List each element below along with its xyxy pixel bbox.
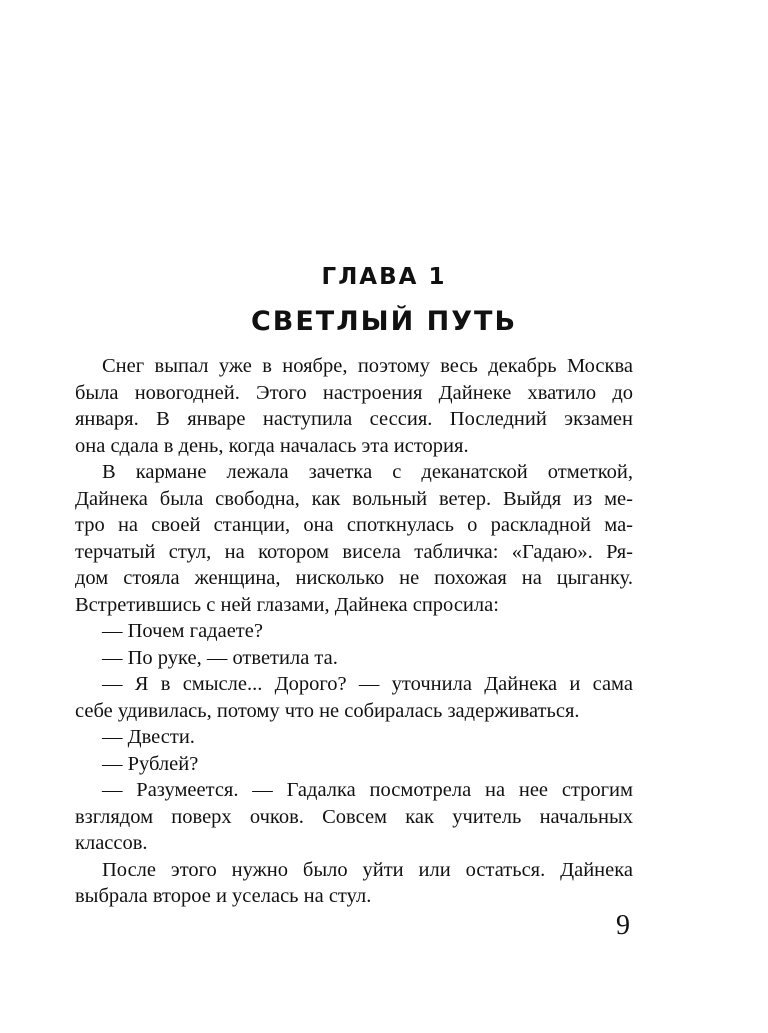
text-line: После этого нужно было уйти или остаться. Дайнека — [102, 858, 633, 881]
text-line: себе удивилась, потому что не собиралась задерживаться. — [75, 699, 580, 722]
text-line: — По руке, — ответила та. — [102, 646, 338, 669]
text-line: В кармане лежала зачетка с деканатской отметкой, — [102, 461, 633, 483]
chapter-label: ГЛАВА 1 — [321, 264, 447, 290]
text-line: — Я в смысле... Дорого? — уточнила Дайнека и сама — [102, 673, 633, 695]
text-line: терчатый стул, на котором висела табличка: «Гадаю». Ря- — [75, 540, 633, 563]
chapter-title: СВЕТЛЫЙ ПУТЬ — [250, 306, 518, 337]
text-line: января. В январе наступила сессия. Последний экзамен — [75, 408, 633, 430]
text-line: Снег выпал уже в ноябре, поэтому весь декабрь Москва — [102, 355, 633, 377]
body-text — [75, 353, 633, 910]
text-line: Встретившись с ней глазами, Дайнека спросила: — [75, 593, 499, 616]
text-line: классов. — [75, 832, 148, 854]
text-line: выбрала второе и уселась на стул. — [75, 885, 372, 907]
text-line: дом стояла женщина, нисколько не похожая на цыганку. — [75, 567, 633, 589]
page-number: 9 — [616, 910, 630, 941]
text-line: — Разумеется. — Гадалка посмотрела на нее строгим — [102, 779, 633, 801]
text-line: взглядом поверх очков. Совсем как учитель начальных — [75, 805, 633, 828]
text-line: она сдала в день, когда началась эта история. — [75, 434, 469, 457]
text-line: — Рублей? — [102, 752, 199, 775]
text-line: тро на своей станции, она споткнулась о раскладной ма- — [75, 514, 633, 536]
text-line: — Двести. — [102, 726, 195, 748]
text-line: была новогодней. Этого настроения Дайнеке хватило до — [75, 381, 633, 404]
text-line: — Почем гадаете? — [102, 620, 263, 642]
text-line: Дайнека была свободна, как вольный ветер. Выйдя из ме- — [75, 487, 633, 510]
